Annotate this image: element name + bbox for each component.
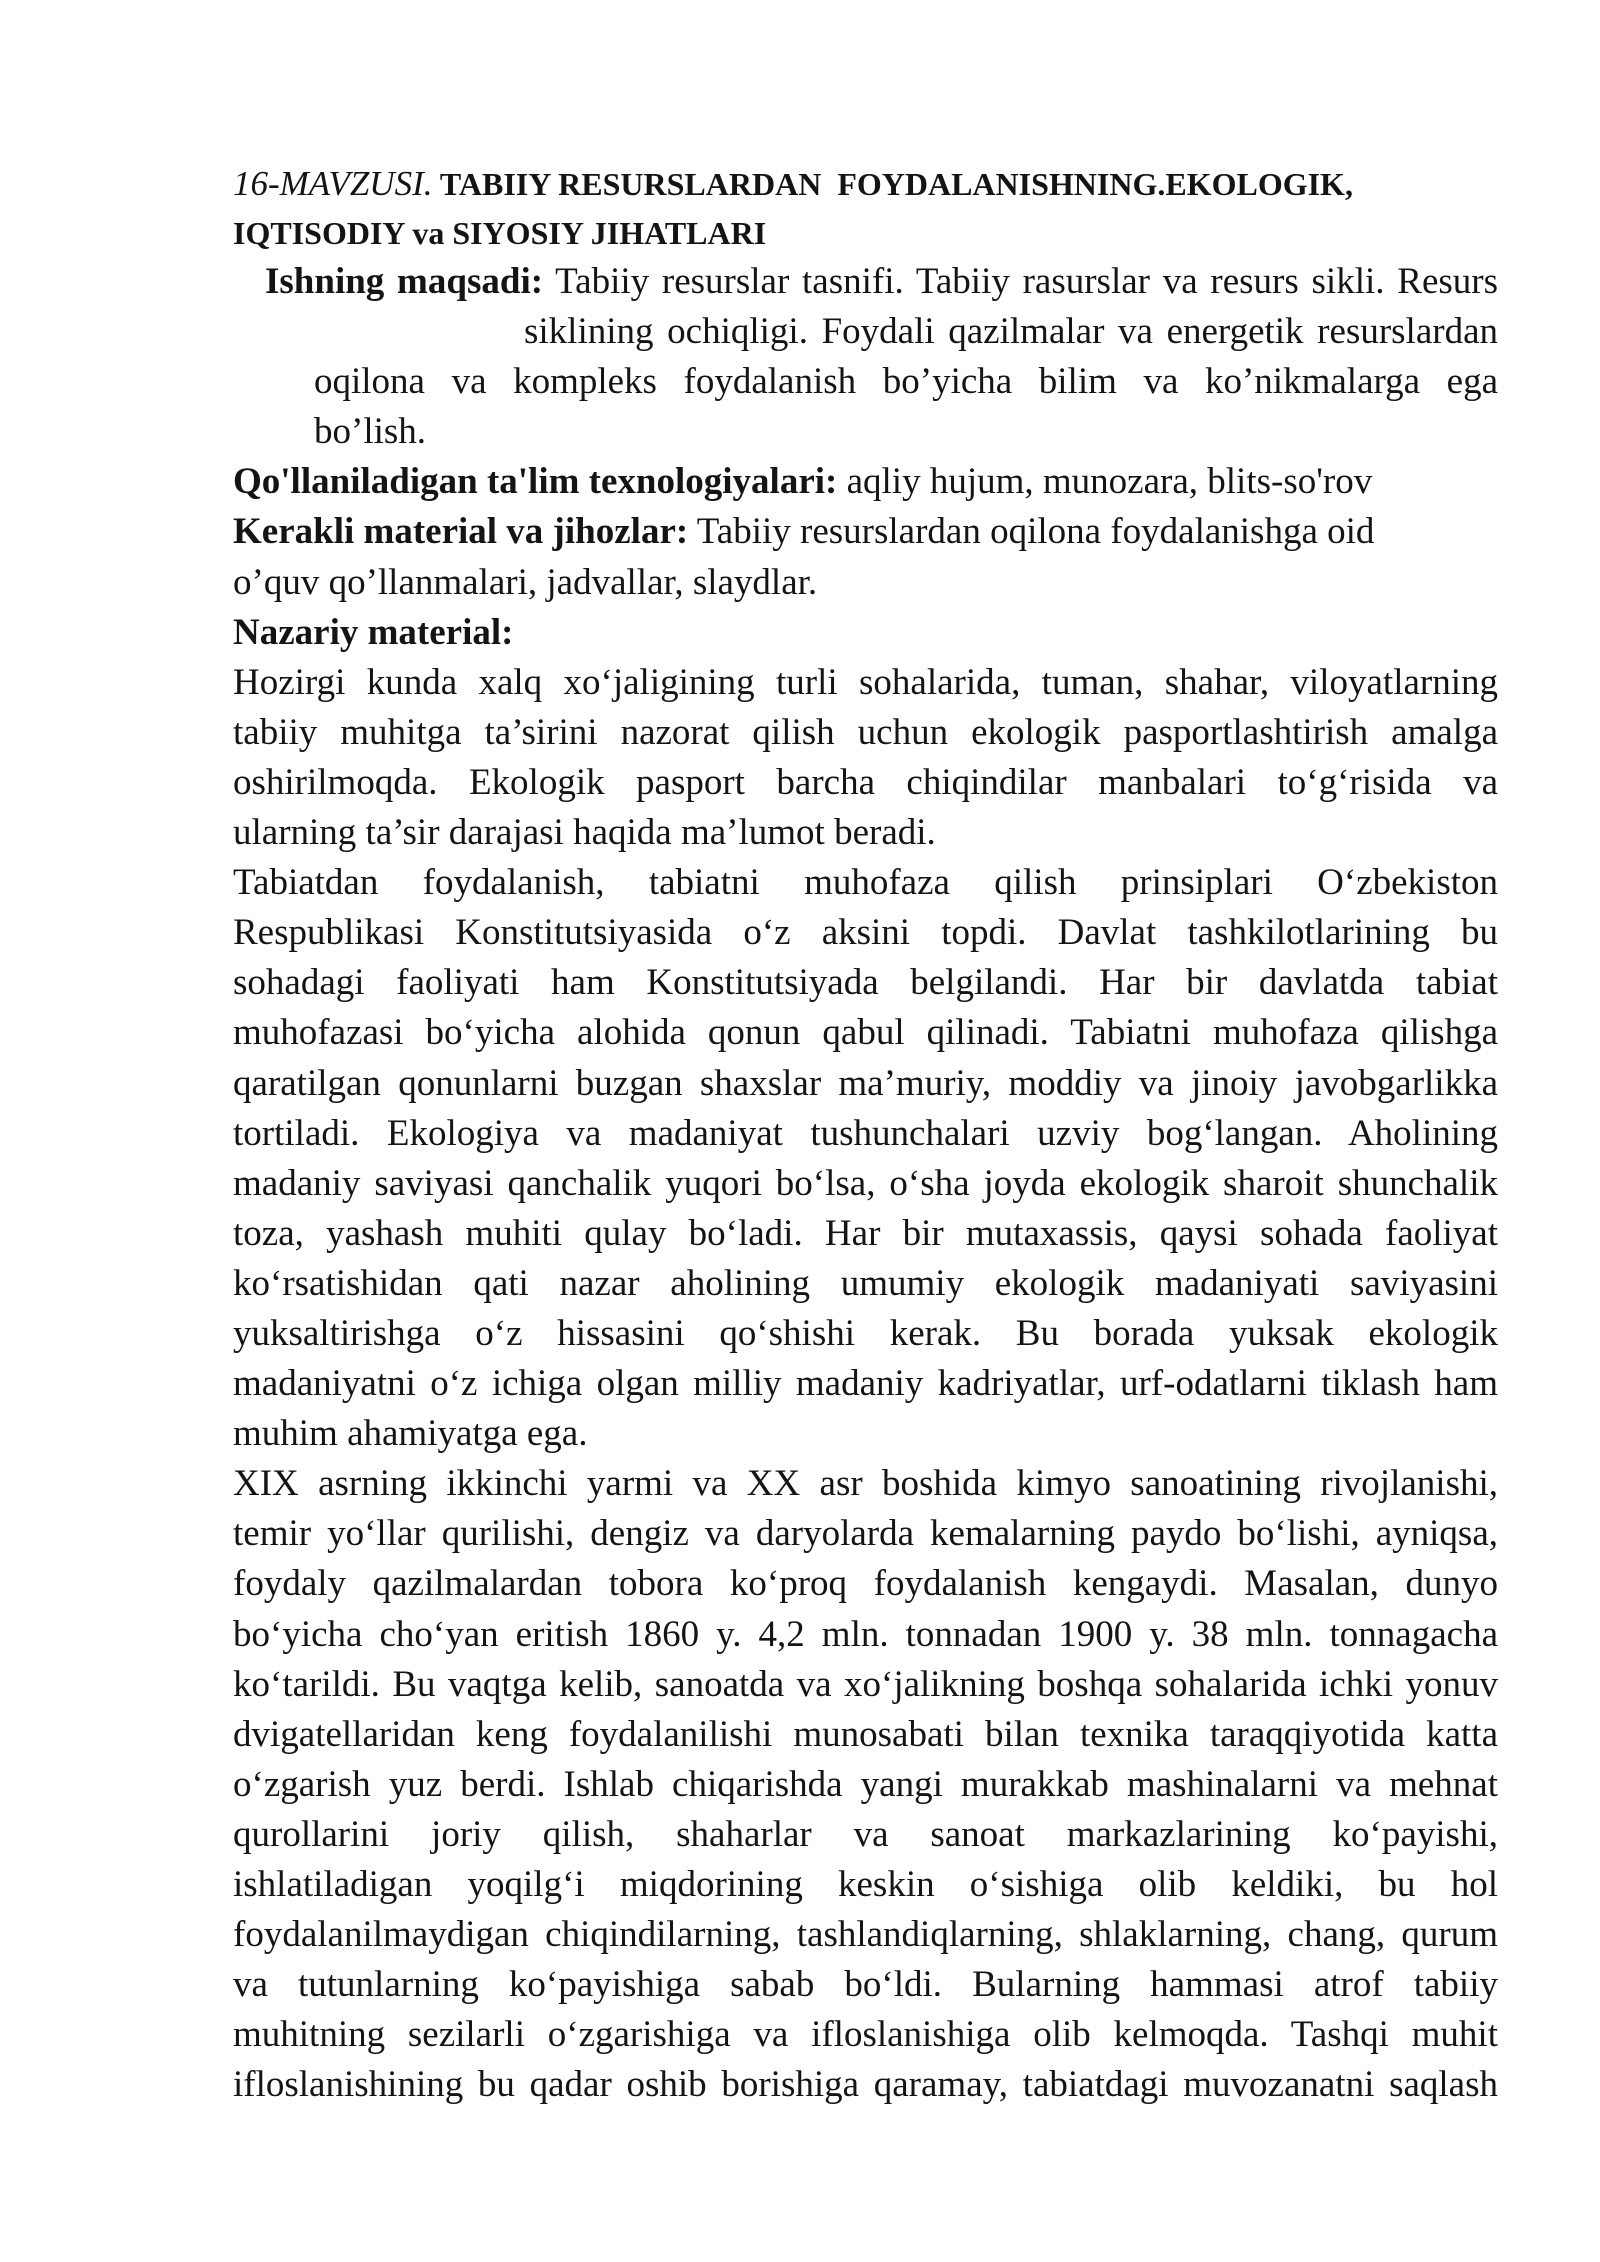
goal-text: oqilona va kompleks foydalanish bo’yicha bilim va ko’nikmalarga ega [314,361,1498,403]
goal-line [233,407,1498,457]
paragraph-line [233,1910,1498,1960]
paragraph-text: ishlatiladigan yoqilg‘i miqdorining keskin o‘sishiga olib keldiki, bu hol [233,1864,1498,1905]
lesson-title-line-1: TABIIY RESURSLARDAN FOYDALANISHNING.EKOLOGIK, [439,166,1353,202]
materials-line [233,507,1498,557]
paragraph-text: dvigatellaridan keng foydalanilishi munosabati bilan texnika taraqqiyotida katta [233,1713,1498,1755]
paragraph-line [233,1459,1498,1509]
paragraph-text: muhitning sezilarli o‘zgarishiga va ifloslanishiga olib kelmoqda. Tashqi muhit [233,2014,1498,2056]
paragraph-text: qurollarini joriy qilish, shaharlar va sanoat markazlarining ko‘payishi, [233,1813,1498,1855]
paragraph-line [233,1710,1498,1760]
lesson-title-line-2-row [233,209,1498,258]
goal-label: Ishning maqsadi: [265,261,544,302]
paragraph-line [233,658,1498,708]
paragraph-text: o‘zgarish yuz berdi. Ishlab chiqarishda yangi murakkab mashinalarni va mehnat [233,1763,1498,1805]
paragraph-text: madaniyatni o‘z ichiga olgan milliy madaniy kadriyatlar, urf-odatlarni tiklash ham [233,1363,1498,1405]
paragraph-line [233,1159,1498,1209]
technologies-text: aqliy hujum, munozara, blits-so'rov [846,461,1373,503]
paragraph-text: XIX asrning ikkinchi yarmi va XX asr boshida kimyo sanoatining rivojlanishi, [233,1463,1498,1505]
paragraph-text: Respublikasi Konstitutsiyasida o‘z aksini topdi. Davlat tashkilotlarining bu [233,912,1498,954]
paragraph-line [233,758,1498,808]
technologies-label: Qo'llaniladigan ta'lim texnologiyalari: [233,461,838,503]
paragraph-text: ko‘rsatishidan qati nazar aholining umumiy ekologik madaniyati saviyasini [233,1262,1498,1304]
paragraph-line [233,1409,1498,1459]
technologies-line [233,457,1498,507]
goal-line [233,307,1498,357]
materials-text: Tabiiy resurslardan oqilona foydalanishga oid [696,511,1375,553]
paragraph-text: toza, yashash muhiti qulay bo‘ladi. Har bir mutaxassis, qaysi sohada faoliyat [233,1212,1498,1254]
paragraph-line [233,2010,1498,2060]
lesson-number: 16-MAVZUSI. [233,164,433,203]
paragraph-text: tabiiy muhitga ta’sirini nazorat qilish uchun ekologik pasportlashtirish amalga [233,711,1498,753]
paragraph-text: Hozirgi kunda xalq xo‘jaligining turli sohalarida, tuman, shahar, viloyatlarning [233,661,1498,703]
paragraph-text: ifloslanishining bu qadar oshib borishiga qaramay, tabiatdagi muvozanatni saqlash [233,2064,1498,2106]
paragraph-text: va tutunlarning ko‘payishiga sabab bo‘ldi. Bularning hammasi atrof tabiiy [233,1964,1498,2006]
paragraph-line [233,1059,1498,1109]
theory-heading-line [233,608,1498,658]
paragraph-line [233,1259,1498,1309]
paragraph-line [233,708,1498,758]
materials-label: Kerakli material va jihozlar: [233,511,689,553]
paragraph-line [233,1309,1498,1359]
paragraph-text: bo‘yicha cho‘yan eritish 1860 y. 4,2 mln. tonnadan 1900 y. 38 mln. tonnagacha [233,1613,1498,1655]
paragraph-line [233,1760,1498,1810]
paragraph-line [233,1008,1498,1058]
paragraph-line [233,908,1498,958]
theory-heading: Nazariy material: [233,611,514,653]
paragraph-text: oshirilmoqda. Ekologik pasport barcha chiqindilar manbalari to‘g‘risida va [233,761,1498,803]
paragraph-line [233,1860,1498,1910]
paragraph-line [233,1209,1498,1259]
paragraph-text: ko‘tarildi. Bu vaqtga kelib, sanoatda va xo‘jalikning boshqa sohalarida ichki yonuv [233,1663,1498,1705]
paragraph-text: Tabiatdan foydalanish, tabiatni muhofaza qilish prinsiplari O‘zbekiston [233,862,1498,904]
document-content [233,160,1498,2110]
paragraph-text: yuksaltirishga o‘z hissasini qo‘shishi kerak. Bu borada yuksak ekologik [233,1312,1498,1354]
materials-text: o’quv qo’llanmalari, jadvallar, slaydlar. [233,561,818,603]
paragraph-text: muhim ahamiyatga ega. [233,1413,588,1455]
paragraph-line [233,1810,1498,1860]
paragraph-text: tortiladi. Ekologiya va madaniyat tushunchalari uzviy bog‘langan. Aholining [233,1112,1498,1154]
goal-line [233,257,1498,307]
paragraph-line [233,1559,1498,1609]
goal-text: siklining ochiqligi. Foydali qazilmalar va energetik resurslardan [524,311,1498,353]
paragraph-line [233,1960,1498,2010]
goal-text: Tabiiy resurslar tasnifi. Tabiiy rasurslar va resurs sikli. Resurs [555,261,1498,302]
paragraph-line [233,1610,1498,1660]
goal-text: bo’lish. [314,411,427,453]
paragraph-text: qaratilgan qonunlarni buzgan shaxslar ma’muriy, moddiy va jinoiy javobgarlikka [233,1062,1498,1104]
paragraph-line [233,808,1498,858]
lesson-title-line-2: IQTISODIY va SIYOSIY JIHATLARI [233,214,767,251]
paragraph-text: madaniy saviyasi qanchalik yuqori bo‘lsa, o‘sha joyda ekologik sharoit shunchalik [233,1162,1498,1204]
lesson-title [233,160,1498,209]
goal-line [233,357,1498,407]
paragraph-line [233,1660,1498,1710]
paragraph-text: foydaly qazilmalardan tobora ko‘proq foydalanish kengaydi. Masalan, dunyo [233,1563,1498,1605]
paragraph-text: temir yo‘llar qurilishi, dengiz va daryolarda kemalarning paydo bo‘lishi, ayniqsa, [233,1513,1498,1555]
paragraph-text: foydalanilmaydigan chiqindilarning, tashlandiqlarning, shlaklarning, chang, qurum [233,1914,1498,1956]
paragraph-line [233,1509,1498,1559]
paragraph-line [233,2060,1498,2110]
paragraph-line [233,1109,1498,1159]
paragraph-line [233,858,1498,908]
paragraph-text: muhofazasi bo‘yicha alohida qonun qabul qilinadi. Tabiatni muhofaza qilishga [233,1012,1498,1054]
materials-line [233,558,1498,608]
paragraph-line [233,958,1498,1008]
paragraph-text: sohadagi faoliyati ham Konstitutsiyada belgilandi. Har bir davlatda tabiat [233,962,1498,1004]
paragraph-line [233,1359,1498,1409]
paragraph-text: ularning ta’sir darajasi haqida ma’lumot beradi. [233,812,936,854]
